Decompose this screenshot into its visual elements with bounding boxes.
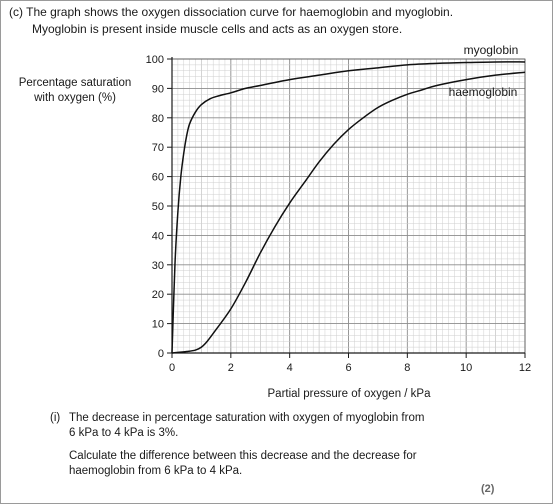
x-tick-label: 8: [404, 362, 411, 374]
myoglobin-label: myoglobin: [463, 43, 519, 57]
y-tick-label: 70: [151, 142, 164, 155]
y-tick-label: 30: [151, 259, 164, 272]
sub-line-1: The decrease in percentage saturation with oxygen of myoglobin from: [69, 412, 425, 424]
y-tick-label: 40: [151, 230, 164, 243]
calc-line-2: haemoglobin from 6 kPa to 4 kPa.: [69, 465, 243, 477]
x-tick-label: 4: [286, 362, 293, 374]
intro-text-1: The graph shows the oxygen dissociation curve for haemoglobin and myoglobin.: [26, 5, 454, 19]
y-tick-label: 90: [151, 83, 164, 96]
y-axis-title-line-1: Percentage saturation: [18, 77, 132, 89]
y-tick-label: 10: [151, 318, 164, 331]
y-tick-label: 50: [151, 201, 164, 213]
sub-question: [50, 411, 424, 479]
part-label: (c): [9, 5, 23, 19]
x-tick-label: 12: [518, 362, 532, 374]
x-tick-label: 6: [345, 362, 352, 374]
x-tick-label: 0: [168, 362, 176, 374]
calc-line-1: Calculate the difference between this decrease and the decrease for: [69, 450, 417, 462]
x-axis-title: Partial pressure of oxygen / kPa: [267, 388, 431, 400]
sub-line-2: 6 kPa to 4 kPa is 3%.: [69, 427, 179, 439]
marks-label: (2): [481, 483, 495, 495]
sub-statement: [69, 411, 424, 441]
x-tick-label: 2: [227, 362, 234, 374]
y-tick-label: 80: [151, 112, 164, 125]
chart-grid: [172, 59, 525, 353]
y-axis-title-line-2: with oxygen (%): [34, 92, 116, 104]
sub-label: (i): [50, 412, 61, 424]
x-tick-label: 10: [460, 362, 473, 374]
calc-instruction: [69, 449, 424, 479]
intro-line-2: Myoglobin is present inside muscle cells and acts as an oxygen store.: [32, 22, 403, 36]
y-tick-label: 100: [145, 54, 164, 66]
y-tick-label: 60: [151, 171, 164, 184]
y-tick-label: 20: [151, 289, 164, 302]
y-tick-label: 0: [157, 348, 164, 360]
haemoglobin-label: haemoglobin: [448, 85, 518, 99]
